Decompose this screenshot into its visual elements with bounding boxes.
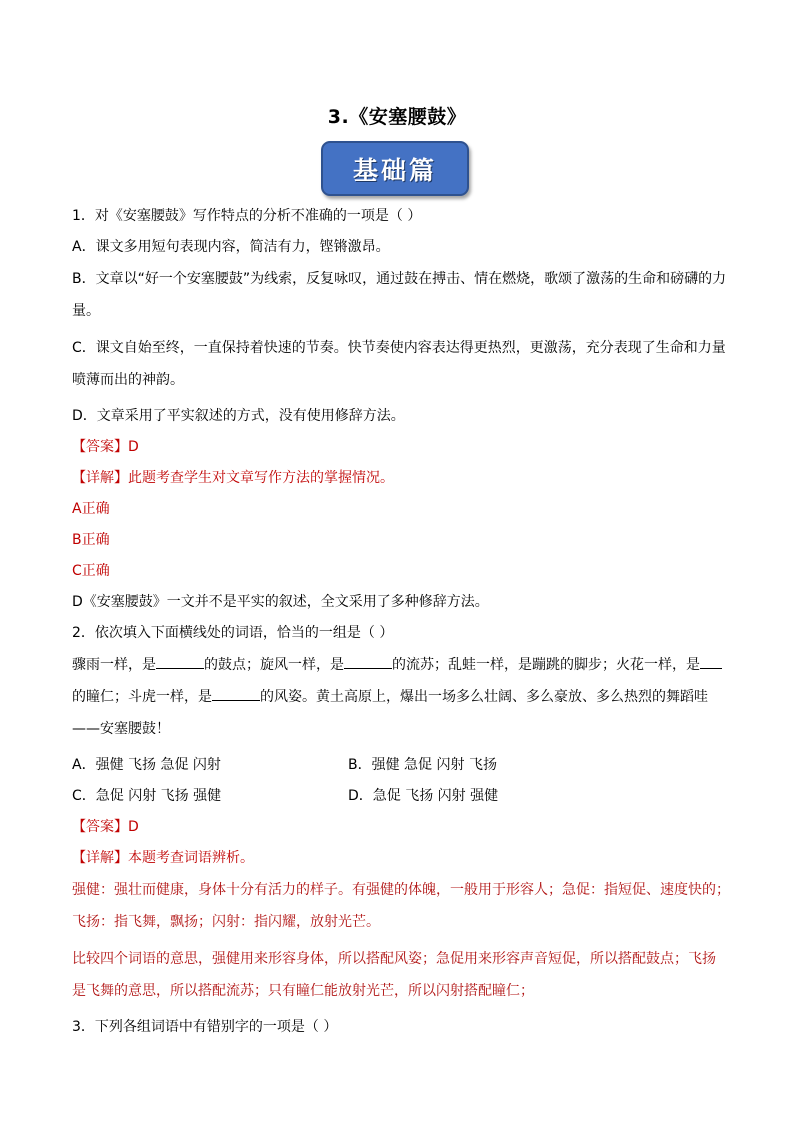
- q2-passage-line2: [72, 681, 730, 713]
- q1-option-b-line1: B．文章以“好一个安塞腰鼓”为线索，反复咏叹，通过鼓在搏击、情在燃烧，歌颂了激荡的生命和磅礴的力: [72, 271, 727, 287]
- q1-option-a: A．课文多用短句表现内容，简洁有力，铿锵激昂。: [72, 239, 390, 255]
- q1-option-b: [72, 263, 730, 327]
- q3-stem: 3．下列各组词语中有错别字的一项是（ ）: [72, 1019, 338, 1035]
- q2-passage-text: 的流苏；乱蛙一样，是蹦跳的脚步；火花一样，是: [392, 657, 700, 673]
- q1-note-b: B正确: [72, 532, 110, 548]
- q2-detail: 【详解】本题考查词语辨析。: [72, 850, 254, 866]
- q1-option-c-line2: 喷薄而出的神韵。: [72, 372, 184, 388]
- q2-option-b: B．强健 急促 闪射 飞扬: [348, 757, 497, 773]
- q1-option-d: D．文章采用了平实叙述的方式，没有使用修辞方法。: [72, 408, 405, 424]
- q2-options-row-1: [72, 755, 730, 776]
- q2-passage: [72, 649, 730, 745]
- q2-explanation-1-line2: 飞扬：指飞舞，飘扬；闪射：指闪耀，放射光芒。: [72, 914, 380, 930]
- document-body: [72, 206, 730, 1048]
- q2-passage-line1: [72, 649, 730, 681]
- fill-blank-3: [700, 653, 722, 669]
- q2-passage-text: 骤雨一样，是: [72, 657, 156, 673]
- page-title: 3.《安塞腰鼓》: [327, 106, 467, 128]
- q1-detail-text: 【详解】此题考查学生对文章写作方法的掌握情况。: [72, 470, 394, 486]
- q2-explanation-1: [72, 874, 730, 938]
- q1-option-c: [72, 332, 730, 396]
- q1-option-c-line1: C．课文自始至终，一直保持着快速的节奏。快节奏使内容表达得更热烈，更激荡，充分表现了生命和力量: [72, 340, 726, 356]
- fill-blank-2: [344, 653, 392, 669]
- q2-explanation-1-line1: 强健：强壮而健康，身体十分有活力的样子。有强健的体魄，一般用于形容人；急促：指短促、速度快的；: [72, 882, 730, 898]
- q2-explanation-2: [72, 943, 730, 1007]
- q1-note-c: C正确: [72, 563, 110, 579]
- q1-stem: 1．对《安塞腰鼓》写作特点的分析不准确的一项是（ ）: [72, 208, 422, 224]
- q2-explanation-2-line1: 比较四个词语的意思，强健用来形容身体，所以搭配风姿；急促用来形容声音短促，所以搭配鼓点；飞扬: [72, 951, 716, 967]
- section-banner: [321, 141, 469, 196]
- fill-blank-1: [156, 653, 204, 669]
- q1-note-a: A正确: [72, 501, 110, 517]
- q2-option-a: A．强健 飞扬 急促 闪射: [72, 757, 221, 773]
- fill-blank-4: [212, 685, 260, 701]
- q2-passage-text: 的瞳仁；斗虎一样，是: [72, 689, 212, 705]
- q2-passage-text: 的风姿。黄土高原上，爆出一场多么壮阔、多么豪放、多么热烈的舞蹈哇: [260, 689, 708, 705]
- q2-passage-line3: ——安塞腰鼓！: [72, 721, 170, 737]
- q2-passage-text: 的鼓点；旋风一样，是: [204, 657, 344, 673]
- q2-options-row-2: [72, 786, 730, 807]
- q2-explanation-2-line2: 是飞舞的意思，所以搭配流苏；只有瞳仁能放射光芒，所以闪射搭配瞳仁；: [72, 983, 534, 999]
- q2-option-d: D．急促 飞扬 闪射 强健: [348, 788, 499, 804]
- section-banner-label: 基础篇: [352, 155, 437, 185]
- q2-stem: 2．依次填入下面横线处的词语，恰当的一组是（ ）: [72, 625, 394, 641]
- q1-answer: 【答案】D: [72, 439, 139, 455]
- q1-detail: [72, 468, 730, 489]
- q1-option-b-line2: 量。: [72, 303, 100, 319]
- q1-note-d: D《安塞腰鼓》一文并不是平实的叙述，全文采用了多种修辞方法。: [72, 594, 489, 610]
- q2-answer: 【答案】D: [72, 819, 139, 835]
- q2-option-c: C．急促 闪射 飞扬 强健: [72, 788, 222, 804]
